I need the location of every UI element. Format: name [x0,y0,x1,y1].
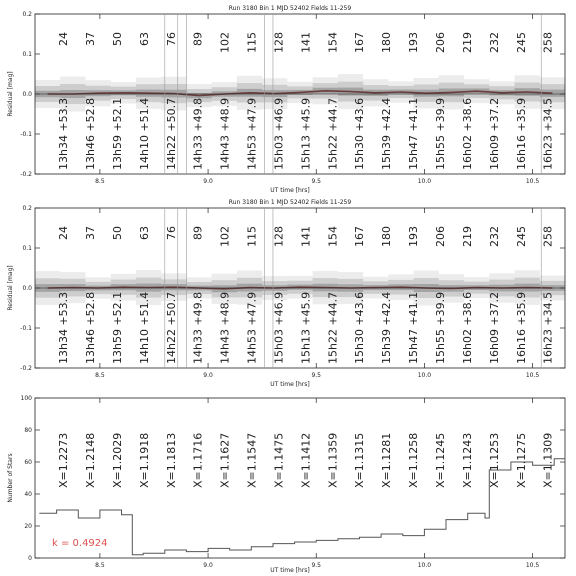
coord-label: 15h13 +45.9 [299,97,313,170]
field-label: 193 [407,32,421,53]
y-tick-label: 0.1 [22,51,32,58]
field-label: 102 [218,32,232,53]
field-label: 154 [326,32,340,53]
field-label: 232 [487,226,501,247]
x-tick-label: 10.0 [417,562,432,569]
field-label: 37 [84,226,97,240]
field-label: 154 [326,226,340,247]
x-tick-label: 8.5 [95,372,105,379]
coord-label: 13h46 +52.8 [84,291,97,364]
y-tick-label: -0.1 [20,131,32,138]
coord-label: 15h47 +41.1 [407,291,421,364]
field-label: 128 [272,32,286,53]
field-label: 76 [164,226,178,240]
field-label: 24 [57,226,71,240]
airmass-label: X=1.1547 [245,432,259,488]
coord-label: 15h39 +42.4 [380,97,394,170]
x-tick-label: 8.5 [95,562,105,569]
coord-label: 14h53 +47.9 [245,97,259,170]
extinction-annotation: k = 0.4924 [52,538,108,549]
field-label: 258 [541,32,555,53]
field-label: 50 [111,226,124,240]
coord-label: 16h23 +34.5 [541,291,555,364]
coord-label: 16h09 +37.2 [487,97,501,170]
x-tick-label: 9.5 [311,372,321,379]
coord-label: 15h03 +46.9 [272,291,286,364]
field-label: 141 [299,226,313,247]
coord-label: 15h13 +45.9 [299,291,313,364]
x-tick-label: 9.5 [311,562,321,569]
field-label: 37 [84,32,97,46]
coord-label: 16h09 +37.2 [487,291,501,364]
airmass-label: X=1.1359 [326,432,340,488]
field-label: 24 [57,32,71,46]
coord-label: 14h43 +48.9 [218,97,232,170]
coord-label: 15h30 +43.6 [353,291,367,364]
field-label: 180 [380,32,394,53]
y-tick-label: 60 [24,459,32,466]
coord-label: 15h55 +39.9 [434,291,447,364]
field-label: 232 [487,32,501,53]
airmass-label: X=1.1412 [299,432,313,488]
airmass-label: X=1.1315 [353,432,367,488]
coord-label: 14h33 +49.8 [191,291,205,364]
residual-panel-1 [7,5,565,194]
airmass-label: X=1.2029 [111,432,124,488]
x-tick-label: 9.5 [311,178,321,185]
field-label: 167 [353,32,367,53]
field-label: 219 [460,226,474,247]
coord-label: 16h02 +38.6 [460,291,474,364]
field-label: 167 [353,226,367,247]
y-tick-label: 20 [24,523,32,530]
coord-label: 15h03 +46.9 [272,97,286,170]
coord-label: 13h34 +53.3 [57,97,71,170]
panel-2-xlabel: UT time [hrs] [270,381,310,388]
panel-1-ylabel: Residual [mag] [7,71,14,117]
y-tick-label: -0.1 [20,325,32,332]
panel-1-title: Run 3180 Bin 1 MJD 52402 Fields 11-259 [228,5,352,12]
field-label: 89 [191,226,205,240]
airmass-label: X=1.1258 [407,432,421,488]
coord-label: 15h55 +39.9 [434,97,447,170]
coord-label: 13h46 +52.8 [84,97,97,170]
y-tick-label: 40 [24,491,32,498]
field-label: 63 [137,32,151,46]
coord-label: 16h16 +35.9 [514,291,528,364]
airmass-label: X=1.1245 [434,432,447,488]
field-label: 180 [380,226,394,247]
x-tick-label: 10.0 [417,178,432,185]
airmass-label: X=1.2148 [84,432,97,488]
coord-label: 14h22 +50.7 [164,97,178,170]
field-label: 50 [111,32,124,46]
airmass-label: X=1.1309 [541,432,555,488]
field-label: 206 [434,226,447,247]
coord-label: 14h33 +49.8 [191,97,205,170]
coord-label: 13h59 +52.1 [111,97,124,170]
airmass-label: X=1.1813 [164,432,178,488]
airmass-label: X=1.1281 [380,432,394,488]
field-label: 245 [514,226,528,247]
airmass-label: X=1.1627 [218,432,232,488]
airmass-label: X=1.1253 [487,432,501,488]
panel-3-ylabel: Number of Stars [7,453,14,503]
field-label: 89 [191,32,205,46]
y-tick-label: 0 [28,555,32,562]
field-label: 102 [218,226,232,247]
x-tick-label: 10.0 [417,372,432,379]
panel-2-ylabel: Residual [mag] [7,265,14,311]
field-label: 206 [434,32,447,53]
field-label: 245 [514,32,528,53]
field-label: 193 [407,226,421,247]
coord-label: 16h23 +34.5 [541,97,555,170]
y-tick-label: 0.0 [22,285,32,292]
y-tick-label: 100 [20,395,32,402]
y-tick-label: 0.2 [22,11,32,18]
y-tick-label: -0.2 [20,171,32,178]
airmass-label: X=1.1243 [460,432,474,488]
airmass-label: X=1.1275 [514,432,528,488]
field-label: 128 [272,226,286,247]
field-label: 141 [299,32,313,53]
field-label: 76 [164,32,178,46]
coord-label: 14h43 +48.9 [218,291,232,364]
y-tick-label: -0.2 [20,365,32,372]
airmass-label: X=1.1918 [137,432,151,488]
x-tick-label: 9.0 [203,562,213,569]
y-tick-label: 0.0 [22,91,32,98]
coord-label: 16h02 +38.6 [460,97,474,170]
x-tick-label: 10.5 [525,372,540,379]
x-tick-label: 8.5 [95,178,105,185]
coord-label: 15h22 +44.7 [326,97,340,170]
x-tick-label: 9.0 [203,372,213,379]
field-label: 258 [541,226,555,247]
residual-panel-2 [7,199,565,388]
coord-label: 14h10 +51.4 [137,291,151,364]
coord-label: 16h16 +35.9 [514,97,528,170]
x-tick-label: 9.0 [203,178,213,185]
panel-2-title: Run 3180 Bin 1 MJD 52402 Fields 11-259 [228,199,352,206]
airmass-label: X=1.1475 [272,432,286,488]
airmass-label: X=1.1716 [191,432,205,488]
field-label: 115 [245,32,259,53]
airmass-label: X=1.2273 [57,432,71,488]
star-count-panel [7,395,565,574]
field-label: 63 [137,226,151,240]
coord-label: 15h30 +43.6 [353,97,367,170]
field-label: 219 [460,32,474,53]
coord-label: 14h10 +51.4 [137,97,151,170]
y-tick-label: 0.1 [22,245,32,252]
coord-label: 13h59 +52.1 [111,291,124,364]
coord-label: 15h47 +41.1 [407,97,421,170]
coord-label: 14h53 +47.9 [245,291,259,364]
y-tick-label: 0.2 [22,205,32,212]
coord-label: 15h22 +44.7 [326,291,340,364]
panel-1-xlabel: UT time [hrs] [270,187,310,194]
coord-label: 15h39 +42.4 [380,291,394,364]
y-tick-label: 80 [24,427,32,434]
coord-label: 14h22 +50.7 [164,291,178,364]
coord-label: 13h34 +53.3 [57,291,71,364]
panel-3-xlabel: UT time [hrs] [270,567,310,574]
field-label: 115 [245,226,259,247]
x-tick-label: 10.5 [525,178,540,185]
x-tick-label: 10.5 [525,562,540,569]
